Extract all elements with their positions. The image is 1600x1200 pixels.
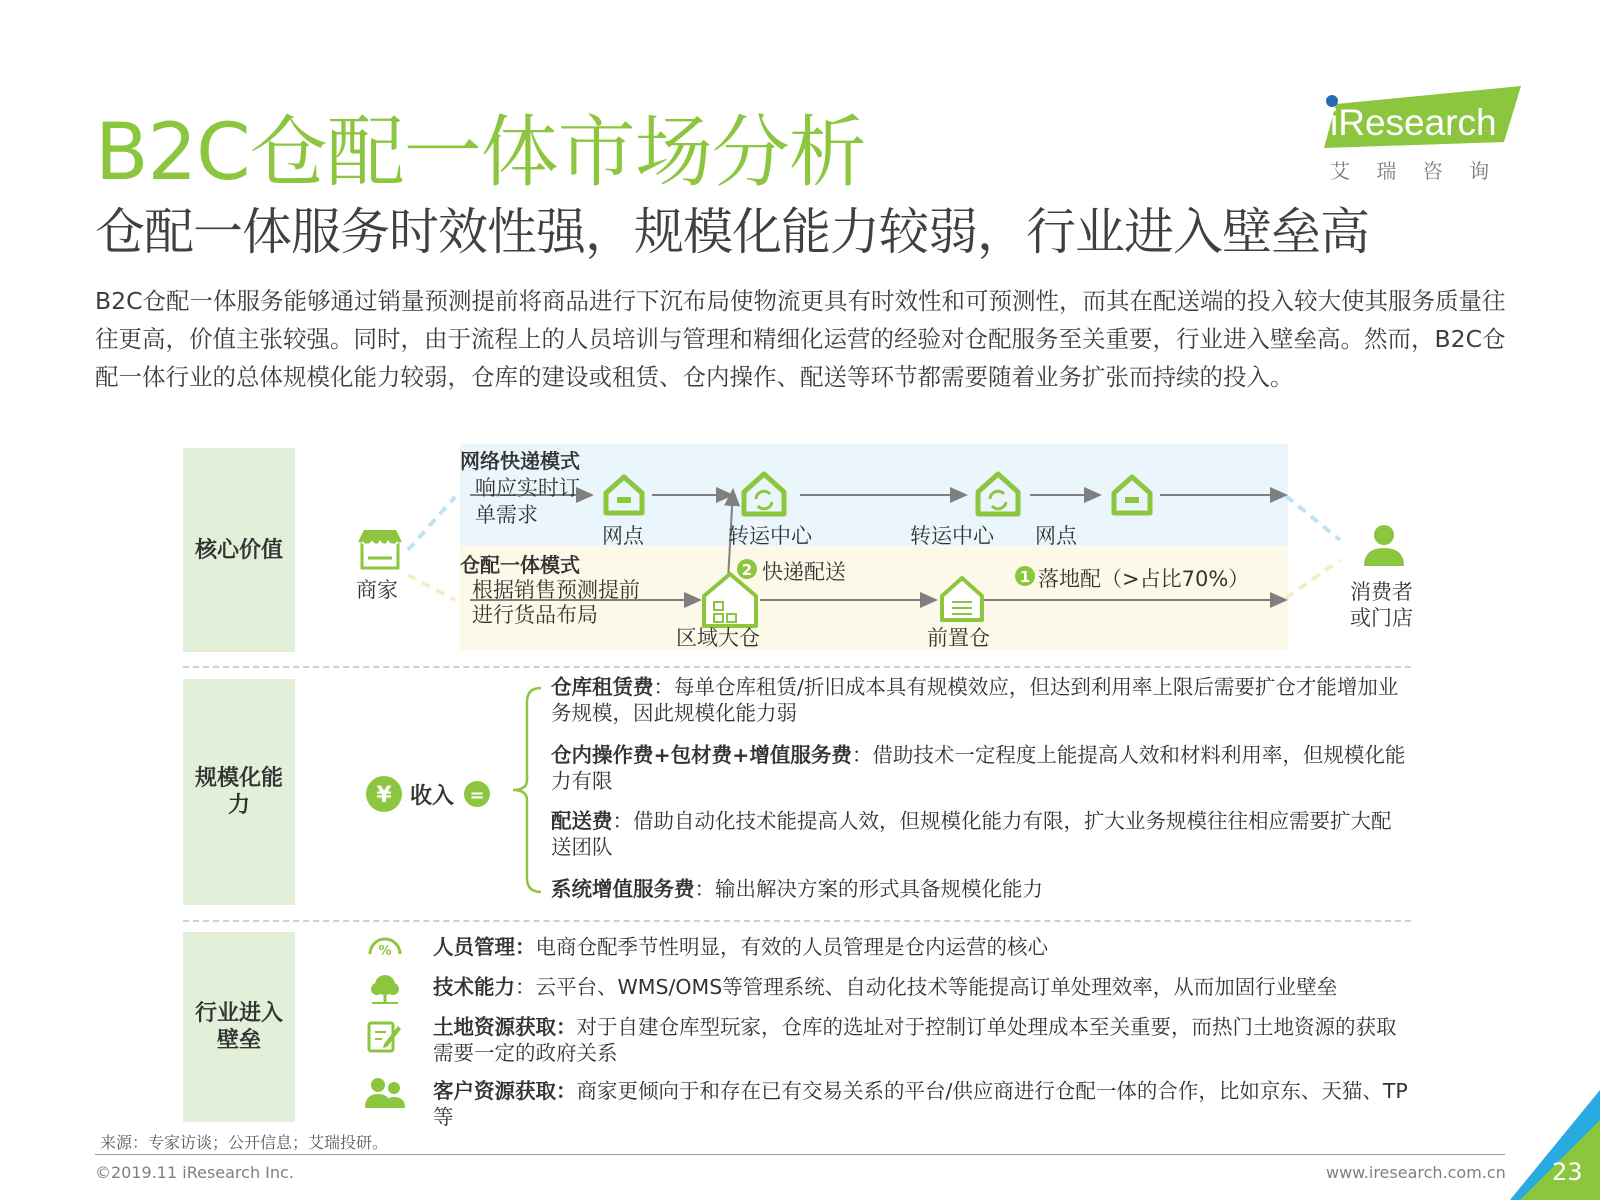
transfer-center-label: 转运中心 (728, 524, 812, 548)
revenue-label: 收入 (410, 784, 455, 809)
revenue-formula (362, 774, 522, 816)
barrier-item (433, 1078, 1413, 1130)
cost-item-title: 仓库租赁费 (551, 675, 654, 699)
outlet-label: 网点 (602, 524, 644, 548)
page-number: 23 (1552, 1158, 1583, 1186)
cost-item-text: ：借助自动化技术能提高人效，但规模化能力有限，扩大业务规模往往相应需要扩大配送团队 (551, 809, 1392, 859)
cost-item (551, 808, 1411, 860)
integrated-to-consumer-connector (1286, 560, 1340, 598)
cost-item-title: 配送费 (551, 809, 613, 833)
step-1-number: 1 (1019, 568, 1031, 586)
consumer-label-line1: 消费者 (1350, 580, 1413, 604)
consumer-person-icon (1364, 525, 1404, 566)
intro-paragraph: B2C仓配一体服务能够通过销量预测提前将商品进行下沉布局使物流更具有时效性和可预测性，而其在配送端的投入较大使其服务质量往往更高，价值主张较强。同时，由于流程上的人员培训与管理和精细化运营的经验对仓配服务至关重要，行业进入壁垒高。然而，B2C仓配一体行业的总体规模化能力较弱，仓库的建设或租赁、仓内操作、配送等环节都需要随着业务扩张而持续的投入。 (95, 287, 1506, 391)
page-title: B2C仓配一体市场分析 (95, 108, 866, 198)
website-link[interactable]: www.iresearch.com.cn (1326, 1163, 1506, 1182)
edit-document-icon (366, 1018, 402, 1054)
transfer-center-icon (744, 474, 784, 514)
svg-text:=: = (469, 785, 485, 806)
forward-warehouse-icon (942, 578, 982, 620)
merchant-to-integrated-connector (408, 575, 455, 600)
regional-warehouse-icon (704, 574, 756, 626)
logo-brand-text: iResearch (1330, 102, 1497, 143)
cost-item (551, 674, 1411, 726)
cost-item-title: 仓内操作费+包材费+增值服务费 (551, 743, 852, 767)
barrier-item-title: 技术能力 (433, 975, 515, 999)
integrated-mode-title: 仓配一体模式 (460, 553, 580, 577)
footer-divider (95, 1154, 1505, 1155)
forward-warehouse-label: 前置仓 (927, 626, 990, 650)
barrier-item (433, 974, 1413, 1000)
step-2-number: 2 (741, 561, 753, 579)
section-core-value-label: 核心价值 (194, 537, 283, 563)
express-mode-desc-line2: 单需求 (475, 503, 538, 527)
cost-item (551, 876, 1411, 902)
integrated-mode-desc-line1: 根据销售预测提前 (472, 578, 640, 602)
barrier-item-title: 人员管理： (433, 935, 536, 959)
barrier-item-title: 客户资源获取： (433, 1079, 577, 1103)
svg-text:%: % (378, 944, 392, 958)
section-scalability-label: 规模化能力 (194, 766, 283, 818)
merchant-label: 商家 (356, 578, 398, 602)
transfer-center-label: 转运中心 (910, 524, 994, 548)
brace-connector (505, 684, 545, 896)
cost-item-text: ：输出解决方案的形式具备规模化能力 (694, 877, 1043, 901)
svg-text:¥: ¥ (376, 783, 392, 808)
express-delivery-label: 快递配送 (762, 560, 846, 584)
barrier-item-text: 对于自建仓库型玩家，仓库的选址对于控制订单处理成本至关重要，而热门土地资源的获取需要一定的政府关系 (433, 1015, 1397, 1065)
cost-item-text: ：借助技术一定程度上能提高人效和材料利用率，但规模化能力有限 (551, 743, 1406, 793)
express-mode-desc-line1: 响应实时订 (475, 476, 580, 500)
merchant-to-express-connector (408, 497, 455, 550)
outlet-icon (1114, 477, 1150, 513)
cost-item (551, 742, 1411, 794)
copyright-text: ©2019.11 iResearch Inc. (95, 1163, 294, 1182)
customers-icon (364, 1076, 406, 1110)
barrier-item-text: 电商仓配季节性明显，有效的人员管理是仓内运营的核心 (535, 935, 1048, 959)
express-mode-title: 网络快递模式 (460, 449, 580, 473)
consumer-label-line2: 或门店 (1350, 606, 1413, 630)
barrier-item-text: ：云平台、WMS/OMS等管理系统、自动化技术等能提高订单处理效率，从而加固行业壁垒 (515, 975, 1338, 999)
direct-delivery-label: 落地配（>占比70%） (1038, 567, 1250, 591)
page-subtitle: 仓配一体服务时效性强，规模化能力较弱，行业进入壁垒高 (95, 203, 1369, 261)
outlet-label: 网点 (1035, 524, 1077, 548)
source-note: 来源：专家访谈；公开信息；艾瑞投研。 (100, 1133, 389, 1152)
section-entry-barrier-label: 行业进入壁垒 (194, 1001, 283, 1053)
regional-warehouse-label: 区域大仓 (676, 626, 760, 650)
barrier-item-text: 商家更倾向于和存在已有交易关系的平台/供应商进行仓配一体的合作，比如京东、天猫、TP等 (433, 1079, 1408, 1129)
outlet-icon (606, 477, 642, 513)
barrier-item-title: 土地资源获取： (433, 1015, 577, 1039)
barrier-item (433, 1014, 1413, 1066)
integrated-mode-desc-line2: 进行货品布局 (472, 603, 598, 627)
cost-item-text: ：每单仓库租赁/折旧成本具有规模效应，但达到利用率上限后需要扩仓才能增加业务规模，因此规模化能力弱 (551, 675, 1399, 725)
barrier-item (433, 934, 1413, 960)
logo-chinese-text: 艾 瑞 咨 询 (1330, 159, 1500, 183)
percent-icon (366, 932, 404, 958)
merchant-shop-icon (358, 530, 402, 568)
transfer-center-icon (978, 474, 1018, 514)
cost-item-title: 系统增值服务费 (551, 877, 695, 901)
express-to-consumer-connector (1286, 496, 1340, 540)
tech-tree-icon (366, 973, 404, 1005)
